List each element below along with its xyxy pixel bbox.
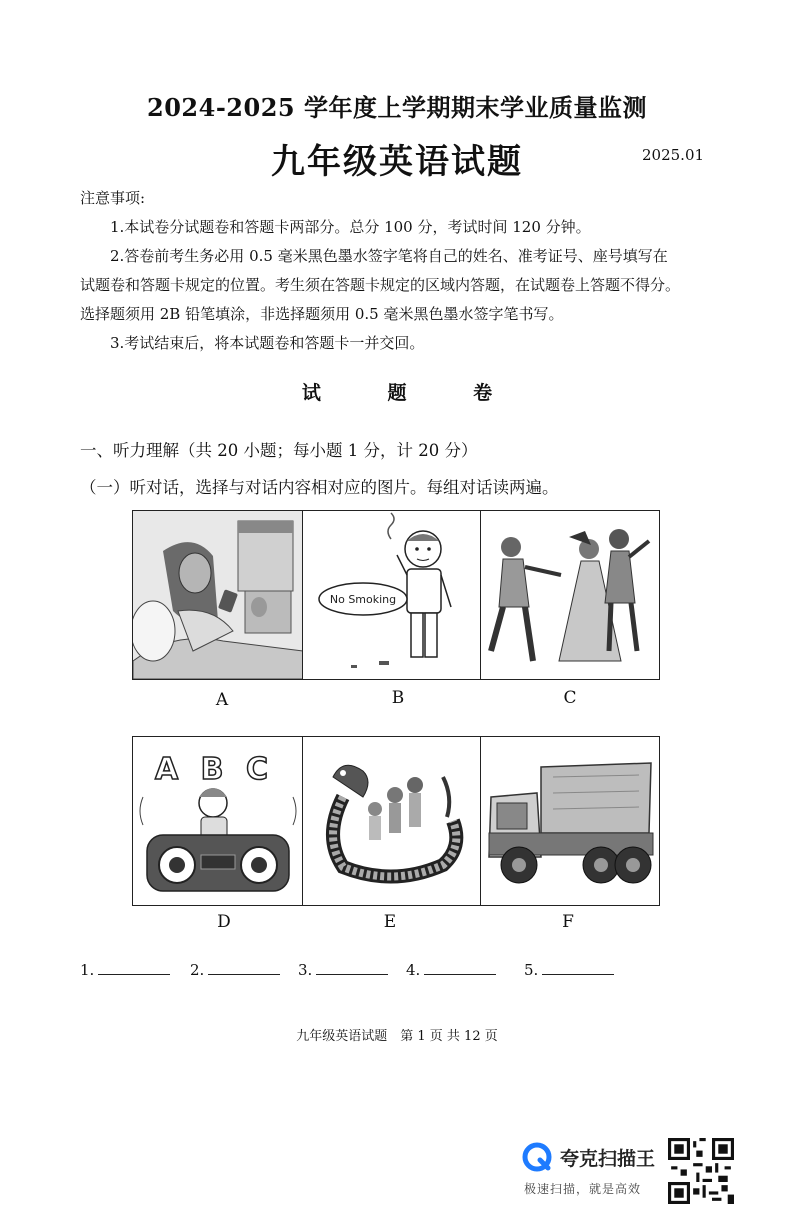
no-smoking-sign-text: No Smoking (329, 593, 397, 606)
scanner-brand-slogan: 极速扫描，就是高效 (524, 1182, 642, 1196)
answer-1 (80, 960, 170, 979)
picture-e-dragon-boat (302, 736, 482, 906)
answer-2-number: 2. (190, 961, 205, 979)
picture-a-girl-phone-bed (132, 510, 304, 680)
notice-item-2: 2.答卷前考生务必用 0.5 毫米黑色墨水签字笔将自己的姓名、准考证号、座号填写在 (110, 247, 668, 265)
page-footer: 九年级英语试题 第 1 页 共 12 页 (296, 1029, 498, 1044)
picture-label-c: C (563, 688, 577, 708)
picture-d-girl-radio-abc (132, 736, 304, 906)
picture-label-a: A (215, 690, 229, 710)
picture-b-no-smoking (302, 510, 482, 680)
answer-3-number: 3. (298, 961, 313, 979)
scanner-brand-name: 夸克扫描王 (560, 1148, 656, 1170)
section-title-char-2: 题 (387, 382, 407, 404)
part1-heading: 一、听力理解（共 20 小题；每小题 1 分，计 20 分） (80, 441, 478, 460)
picture-label-f: F (562, 912, 574, 932)
qr-code-icon (668, 1138, 734, 1204)
answer-5-blank[interactable] (542, 960, 614, 975)
picture-label-e: E (383, 912, 397, 932)
notice-item-2-cont2: 选择题须用 2B 铅笔填涂，非选择题须用 0.5 毫米黑色墨水签字笔书写。 (80, 305, 564, 323)
section-title (0, 378, 794, 405)
answer-2 (190, 960, 280, 979)
exam-header-title: 2024-2025 学年度上学期期末学业质量监测 (147, 93, 647, 122)
notice-heading: 注意事项: (80, 189, 146, 207)
picture-c-dancing-people (480, 510, 660, 680)
answer-3-blank[interactable] (316, 960, 388, 975)
scanner-logo-icon (522, 1142, 552, 1172)
picture-label-b: B (391, 688, 405, 708)
part1-subheading: （一）听对话，选择与对话内容相对应的图片。每组对话读两遍。 (80, 478, 559, 497)
section-title-char-3: 卷 (473, 382, 493, 404)
answer-4-number: 4. (406, 961, 421, 979)
abc-letters: A B C (155, 752, 274, 787)
exam-date: 2025.01 (642, 146, 705, 164)
notice-item-3: 3.考试结束后，将本试题卷和答题卡一并交回。 (110, 334, 425, 352)
exam-subject-title: 九年级英语试题 (271, 142, 523, 182)
notice-block (80, 184, 680, 358)
picture-f-dump-truck (480, 736, 660, 906)
answer-1-blank[interactable] (98, 960, 170, 975)
answer-5 (524, 960, 614, 979)
answer-5-number: 5. (524, 961, 539, 979)
notice-item-1: 1.本试卷分试题卷和答题卡两部分。总分 100 分，考试时间 120 分钟。 (110, 218, 591, 236)
answer-2-blank[interactable] (208, 960, 280, 975)
answer-3 (298, 960, 388, 979)
notice-item-2-cont: 试题卷和答题卡规定的位置。考生须在答题卡规定的区域内答题，在试题卷上答题不得分。 (80, 276, 681, 294)
picture-label-d: D (217, 912, 231, 932)
answer-1-number: 1. (80, 961, 95, 979)
answer-4 (406, 960, 496, 979)
answer-4-blank[interactable] (424, 960, 496, 975)
section-title-char-1: 试 (301, 382, 321, 404)
